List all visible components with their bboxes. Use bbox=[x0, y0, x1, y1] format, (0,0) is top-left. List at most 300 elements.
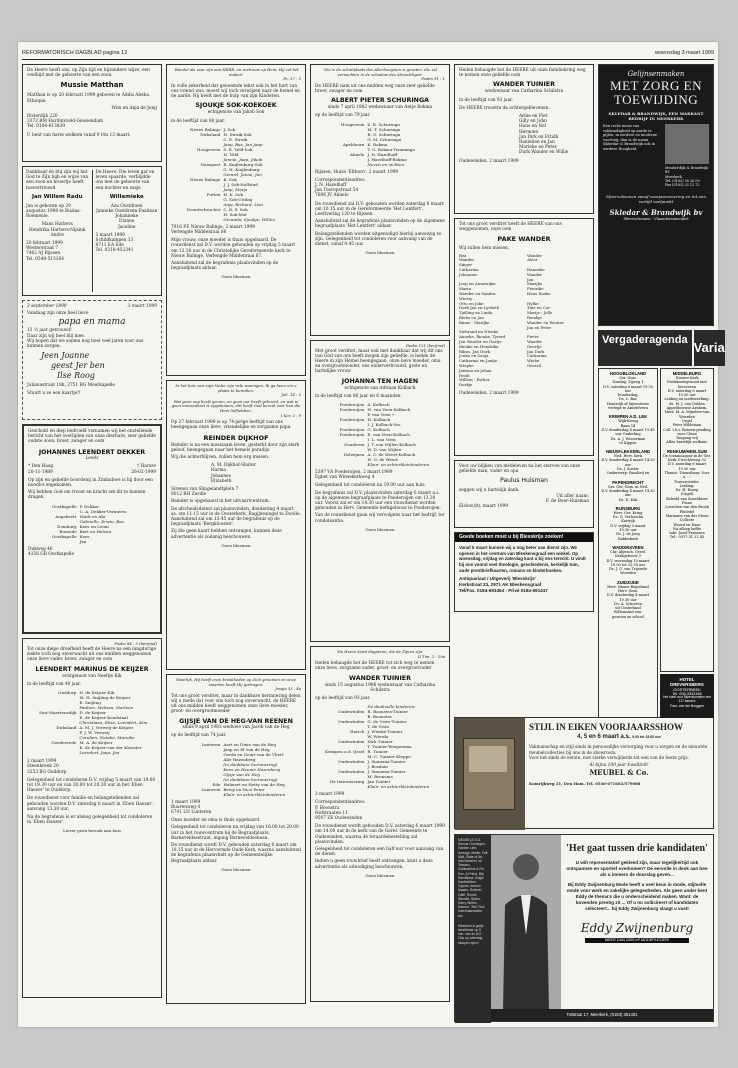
notice-footer: Geen bloemen bbox=[365, 872, 395, 878]
anniversary-dates bbox=[27, 304, 157, 309]
announcement-family: Aza Oostdrsen Janneke Oostdrsen-Paalman Johanneke Dianne Jaceline bbox=[96, 203, 158, 230]
announcement-footer: U bent van harte welkom vanaf 9 t/m 13 maart. bbox=[27, 132, 131, 138]
notice-intro: De HEERE nam uit ons midden weg onze zeer geliefde broer, zwager en oom bbox=[315, 83, 435, 94]
notice-name: WANDER TUINIER bbox=[493, 81, 555, 89]
family-names: Kees Jan bbox=[79, 533, 90, 544]
family-names: Gerard, Janne, Jan bbox=[223, 171, 262, 177]
agenda-entry-body: Wijk-Kreng Baan 14 D.V. donderdag 4 maart 19.45 uur Ouderling Ds. A. J. Wisserman te Kippen bbox=[601, 419, 655, 445]
family-names: G. de Vries-Tuinier T. de Vries bbox=[367, 719, 407, 730]
notice-body: De HEERE troostte de achtergeblevenen. bbox=[459, 105, 550, 111]
family-location: Hoogeveen bbox=[197, 146, 221, 152]
agenda-entry-body: Ned. Herv. kerk D.V. donderdag 4 maart 14.30 uur Ds. J. Koster Onderwerp: Paaslied en bbox=[601, 454, 655, 476]
announcement-intro: De Heere, Die leven gaf en leven spaarde, verblijdde ons met de geboorte van een dochter en zusje bbox=[95, 170, 155, 191]
notice-verse: Psalm 84 : 5 (berijmd) bbox=[114, 641, 157, 646]
death-notice-de-keijzer bbox=[22, 638, 162, 998]
notice-age: op de leeftijd van 93 jaar. bbox=[315, 696, 371, 701]
notice-footer: Geen bloemen bbox=[365, 250, 395, 256]
family-location: Ouddorp bbox=[58, 690, 77, 696]
family-location: Almelo bbox=[350, 151, 365, 157]
notice-body: Belangstellenden worden uitgenodigd hierbij aanwezig te zijn. Gelegenheid tot condoleren voor aanvang van de dienst, vanaf 9.45 uur. bbox=[315, 231, 442, 248]
notice-verse: In het huis van mijn Vader zijn vele woningen. Ik ga heen om u plaats te bereiden. bbox=[175, 383, 297, 393]
notice-body: De rouwdienst wordt D.V. gehouden zaterdag 6 maart om 10.15 uur in de Hervormde Oude Kerk, waarna aansluitend de begrafenis plaatsvindt op de Gemeentelijke Begraafplaats aldaar. bbox=[171, 842, 301, 864]
family-location: Oostkapelle bbox=[52, 533, 77, 539]
column-1 bbox=[22, 64, 162, 1021]
family-names: E. van Veen-Kolbach I. L. van Veen bbox=[367, 432, 410, 443]
family-location: Oudewinden bbox=[338, 739, 365, 745]
grandchildren-list bbox=[459, 254, 589, 388]
family-names: H. Kolbach I. J. Kolbach-Vos bbox=[367, 417, 401, 428]
notice-body: Op zijn en geliefde boordenij in Zimbabwe is hij door een noodlot engekomen. bbox=[28, 477, 153, 488]
meeting-agenda-list bbox=[598, 368, 658, 718]
column-2 bbox=[166, 64, 306, 1021]
agenda-entry-body: Ger. Ger. Gem. in Ned. D.V. donderdag 4 maart 14.30 uur Ds. D. Kok bbox=[601, 484, 655, 502]
family-names: J. T. van Wijlen-Kolbach W. D. van Wijlen bbox=[367, 442, 416, 453]
family-location: Nieuw Balinge bbox=[189, 126, 221, 132]
notice-body: Aansluitend zal de begrafenis plaatsvinden op de algemene begraafplaats 'Het Lentfert' aldaar. bbox=[315, 219, 445, 230]
date-start: 3 september 1899 bbox=[27, 304, 67, 309]
family-location: Dirksland bbox=[200, 131, 221, 137]
varia-entry bbox=[663, 449, 711, 540]
family-location: Augsbeetr bbox=[55, 513, 77, 519]
death-notice-schuringa bbox=[310, 64, 450, 336]
notice-family: A. M. Dijkhof-Sluiter Harma Johannes Elizabeth bbox=[211, 463, 256, 484]
family-names: K. Bokma T. G. Bokma-Temminga bbox=[367, 141, 415, 152]
family-names: Jan Tuinier bbox=[367, 779, 391, 785]
family-location bbox=[315, 784, 364, 789]
family-location: Poederoijen bbox=[339, 427, 365, 433]
notice-dates bbox=[28, 464, 156, 474]
notice-intro: Tot ons groot verdriet, maar in dankbare herinnering delen wij u mede dat voor ons toch nog onverwacht, de HEERE uit ons midden heeft weggenomen onze lieve moeder, groot- en overgrootmoeder bbox=[171, 693, 301, 715]
family-list bbox=[315, 704, 445, 789]
family-names: J. Sok bbox=[223, 126, 236, 132]
ad-contact-line: Kerkstraat 23, 2971 AK Bleskensgraaf bbox=[459, 582, 542, 588]
family-location: Oudewinden bbox=[338, 769, 365, 775]
family-names: J. Wieske-Tuinier W. Wierda bbox=[367, 729, 403, 740]
family-location bbox=[27, 750, 76, 755]
birth-announcement-mussie bbox=[22, 64, 162, 162]
list-right: Wander Aleer Hanneke Wander Jan Marijke Fienrike Hans Raoks Hylke Tine en Cor Marije - Jelle Rienkje Wander en Wouter Jan en Peter Pieter Wander Geertje Jan Durk Catharina Wiebe Gerard bbox=[527, 252, 564, 368]
family-location: Poederoijen bbox=[339, 417, 365, 423]
anniversary-footer: Stuurt u ze een kaartje!! bbox=[27, 391, 81, 397]
family-names: R. Boonstra-Tuinier B. Boonstra bbox=[367, 709, 409, 720]
notice-address: Rijssen, Huize 'Elthoro', 2 maart 1999 bbox=[315, 169, 399, 175]
family-location: Lunteren bbox=[201, 786, 221, 792]
family-names: Aart en Dinie van de Heg Jaap en Ef van de Heg Gerda en Geurt van de Vliert Alie Hazenberg bbox=[223, 741, 284, 762]
birth-announcement-willemieke bbox=[96, 170, 159, 292]
ad-headline: 'Het gaat tussen drie kandidaten' bbox=[566, 843, 708, 854]
ad-logo: Eddy Zwijnenburg bbox=[580, 920, 694, 935]
ad-title: Goede boeken moet u bij Blesskrijs zoeken! bbox=[455, 533, 593, 542]
notice-footer: Geen bloemen bbox=[221, 866, 251, 872]
ad-footer-address: Tolstraat 17, Meerkerk, (0183) 351401 bbox=[491, 1009, 713, 1021]
notice-name: SJOUKJE SOK-KOEKOEK bbox=[195, 102, 277, 110]
family-names: Jannie, Jaap, Jakob bbox=[223, 156, 263, 162]
family-names: Chiristiaan, Elise, Leendert, Kim bbox=[79, 720, 148, 726]
notice-name: WANDER TUINIER bbox=[349, 674, 411, 682]
announcement-intro: Dankbaar en blij zijn wij het God te Zijn bijh en wijze van een zoon en broertje heeft toevertrouwd bbox=[26, 170, 89, 191]
notice-name: LEENDERT MARINUS DE KEIJZER bbox=[35, 666, 149, 674]
family-names: H. van Veen-Kolbach P. van Veen † bbox=[367, 407, 411, 418]
ad-logo-subtitle: Sfeervolwonen - Vlaanderenmeubel bbox=[623, 217, 689, 222]
family-location bbox=[171, 792, 220, 797]
birth-announcements-pair bbox=[22, 166, 162, 296]
family-location bbox=[171, 767, 220, 777]
hotel-location: OOSTERBEEK bbox=[673, 687, 701, 692]
family-names: Gabrielle, Erwin, Bas bbox=[79, 518, 124, 524]
family-names: G. Kolbach bbox=[367, 427, 390, 433]
family-location: Lunteren bbox=[201, 741, 221, 747]
family-names: H. Struik-Sok C. E. Struik bbox=[223, 131, 252, 142]
family-names: Z. R. Schuringa M. T. Schuringa R. G. Schuringa G. M. Schuringa bbox=[367, 121, 402, 142]
notice-name: GIJSJE VAN DE HEG-VAN REENEN bbox=[179, 717, 293, 725]
ad-logo: Skledar & Brandwijk bv bbox=[609, 208, 703, 218]
notice-body: De afscheidsdienst zal plaatsvinden, donderdag 4 maart as. om 11.15 uur in de Oosterkerk, Bagijnesingel te Zwolle. Aansluitend zal om 13.45 uur de begrafenis op de begraafplaats 'Bergklooster'. bbox=[171, 506, 301, 528]
notice-verse: Psalm 121 (berijmd) bbox=[405, 343, 445, 348]
agenda-entry-title: KRIMPEN A.D. LEK bbox=[608, 414, 648, 420]
family-notice-tuinier bbox=[454, 64, 594, 214]
notice-intro: Geschokt en diep bedroefd vernamen wij het onstellende bericht van het overlijden van onze dierbare, zeer geliefde oudste zoon, broer, zwager en oom bbox=[28, 429, 156, 445]
family-names: Klein- en achterkleinkinderen bbox=[367, 784, 430, 790]
notice-intro: Met groot verdriet, maar ook met dankbaar dat wij dit ons van God van ons heeft mogen zijn geliefde, is heden de Heere in zijn Hemel heengegaan, onze lieve moeder, oma en overgrootmoeder, ons ondervertrouwd, grote en hartelijke vrouw bbox=[315, 348, 443, 375]
notice-verse: Waarlijk, Hij heeft onze krankheden op Zich genomen en onze smarten heeft Hij gedragen. bbox=[176, 677, 296, 687]
agenda-entry-body: Chr. Afgesch. Geref. Kerkgebouw 3 D.V. woensdag 10 maart 19.00 tot 22.00 uur Ds. J. G. van Trijseele Woerden bbox=[606, 549, 650, 576]
agenda-entry bbox=[601, 480, 655, 502]
family-location bbox=[171, 217, 220, 222]
notice-footer: Geen bloemen bbox=[365, 526, 395, 532]
thanks-notice-huisman bbox=[454, 460, 594, 528]
family-location: Hoogeveen bbox=[341, 121, 365, 127]
notice-age: in de leeftijd van 93 jaar. bbox=[459, 97, 514, 103]
list-left: Bea Wander Singer Catharina Johannes Joop en Annewijka Marta Wander en Sandra Wietsy Otto en Joke Durk Jan en Lysbeth Tjalling en Linda Rieke en Jan Binne - Marijke Siebrand en Nienke Anneke, Rienke, Tjeerd Jan Wander en Durtje Rienke en Hendrika Rikus, Jan Durk Jouke en Sonja Catharina en Jantje Wiepke Jantina en Johan Heidi Willem - Esther Durkje bbox=[459, 252, 506, 388]
announcement-address: Rivierdijk 220 3372 BM Hardinxveld-Giessendam Tel. 0184-613839 bbox=[27, 114, 103, 130]
family-list bbox=[28, 504, 156, 544]
notice-address: 2 maart 1999 Steenkreek 20 3253 BG Ouddorp bbox=[27, 759, 67, 775]
death-notice-sok-koekoek bbox=[166, 64, 306, 376]
notice-subtitle: echtgenote van Jakob Sok bbox=[207, 110, 265, 116]
agenda-entry-title: PAPENDRECHT bbox=[612, 479, 644, 485]
anniversary-announcement bbox=[22, 300, 162, 420]
ad-body: Bij Eddy Zwijnenburg Mode heeft u veel keus in mode, stijlvolle mode voor werk en zakelijke gelegenheden. Als geen ander kent Eddy de thema's die u onderscheidend maken. Want: de bovenden prestig zit ... Of u nu solliciteert of kandidaten selecteert... bij Eddy Zwijnenburg slaagt u vast! bbox=[566, 881, 708, 912]
announcement-name: Willemieke bbox=[109, 193, 144, 200]
notice-signature: Uit aller naam: F. de Boer-Huisman bbox=[546, 493, 589, 504]
notice-body: De rouwdienst zal D.V. gehouden worden zaterdag 6 maart om 10.15 uur in de Gereformeerde 'Het Lentfert'. Leeftvering 120 te Rijssen. bbox=[315, 201, 444, 218]
family-location: Delwijnen bbox=[343, 452, 365, 458]
family-notice-pake-wander bbox=[454, 218, 594, 456]
page-header bbox=[22, 48, 714, 60]
family-names: Betsy en Nico Peter bbox=[223, 786, 265, 792]
notice-address: Oudewinden, 2 maart 1999 bbox=[459, 158, 519, 164]
notice-body: Van de rouwdienst gaan wij vervolgens naar het bedrijf, ter condoleantie. bbox=[315, 513, 445, 524]
notice-verse-ref: Joh. 14 : 2 bbox=[281, 392, 301, 398]
family-location bbox=[315, 162, 364, 167]
family-list bbox=[171, 127, 301, 222]
notice-subtitle: weduwnaar van Catharina Schilstra bbox=[484, 89, 564, 95]
varia-column bbox=[660, 368, 714, 718]
death-date: † Harare 26-02-1999 bbox=[131, 464, 156, 475]
anniversary-body: 12 ½ jaar getrouwd! Daar zijn wij heel blij mee. Wij hopen dat we samen nog heel veel jaren voor ons kunnen zorgen. bbox=[27, 328, 144, 350]
family-names: Paulien, Melissa, Marleen bbox=[79, 705, 134, 711]
agenda-entry bbox=[601, 545, 655, 576]
death-notice-dekker bbox=[22, 424, 162, 634]
notice-body: zeggen wij u hartelijk dank. bbox=[459, 488, 520, 494]
date-end: 3 maart 1999 bbox=[127, 304, 157, 309]
family-location bbox=[315, 462, 364, 467]
notice-address: Oudewinden, 2 maart 1999 bbox=[459, 390, 519, 396]
notice-address: 7916 PE Nieuw Balinge, 2 maart 1999 Verlengde Middenraai 66 bbox=[171, 224, 255, 235]
hotel-tagline: Het hotel voor Bijeenkomsten met 127 kamers bbox=[663, 695, 711, 703]
notice-name: PAKE WANDER bbox=[497, 235, 551, 244]
notice-address: Elsloo(dt), maart 1999 bbox=[459, 504, 509, 510]
sidebar-note: Meerkerk is gelijk bereikbaar op 5 min. van de A27. Ook op zaterdag inkopen open! bbox=[458, 923, 484, 945]
notice-verse-ref: Ps. 37 : 5 bbox=[283, 76, 301, 82]
family-location: Domburg bbox=[57, 523, 77, 529]
announcement-name: Jan Willem Radu bbox=[32, 193, 83, 200]
notice-subtitle: sinds 9 april 1983 weduwe van Jacob van de Heg bbox=[182, 725, 290, 731]
family-names: Carolien, Natalie, Marieke bbox=[79, 735, 135, 741]
notice-verse-ref: II Tim. 2 : 19a bbox=[417, 653, 445, 659]
notice-subtitle: sinds 15 augustus 1986 weduwnaar van Catharina Schilstra bbox=[324, 682, 436, 693]
family-location: De Interuwering bbox=[330, 779, 365, 785]
hotel-name: HOTEL DREVERSBERG bbox=[670, 677, 704, 687]
ad-script-title: Gelijnsenmaken bbox=[627, 70, 685, 78]
family-names: Neven en nichten bbox=[367, 161, 405, 167]
notice-body: Gelegenheid tot condoleren na 19.00 uur aan huis. bbox=[315, 483, 426, 489]
family-names: A. C. de Weert-Kolbach H. G. de Weert bbox=[367, 452, 416, 463]
family-location: Poederoijen bbox=[339, 432, 365, 438]
ad-slogan: Al bijna 100 jaar kwaliteit! bbox=[589, 762, 649, 768]
anniversary-script-heading: papa en mama bbox=[58, 317, 126, 328]
notice-body: Onze moeder en oma is thuis opgebaard. bbox=[171, 818, 261, 824]
agenda-entry-title: RIJNSBURG bbox=[615, 505, 641, 511]
hotel-phone: Tel. 026-3333188 bbox=[672, 692, 702, 696]
notice-verse-ref: I Kor. 2 : 9 bbox=[280, 412, 301, 418]
notice-name: Paulus Huisman bbox=[500, 477, 548, 485]
notice-verse: 'Die is de schuilplaats des Allerhoogsten is gezeten, die zal vernachten in de schaduw des Almachtigen' bbox=[323, 67, 437, 77]
notice-body: Na de begrafenis is er alsnog gelegenheid tot condoleren in 'Eben Haezer'. bbox=[27, 814, 153, 826]
family-list bbox=[171, 742, 301, 797]
death-notice-ten-hagen bbox=[310, 340, 450, 642]
family-location: Gouderen bbox=[343, 442, 365, 448]
varia-entry-title: MIDDELBURG bbox=[672, 371, 702, 376]
hotel-ad bbox=[660, 674, 714, 718]
notice-intro: Tot onze diepe droefheid heeft de Heere na een langdurige ziekte toch nog onverwacht uit ons midden weggenomen onze lieve vader, broer, zwager en oom bbox=[27, 646, 156, 662]
notice-subtitle: echtgenote van Adriaan Kolbach bbox=[344, 385, 416, 391]
agenda-entry-title: ZUIDZIJDE bbox=[617, 579, 639, 585]
notice-verse: 'Wandel als voor zijn aan HERE, en vertrouw op Hem; Hij zal het maken' bbox=[173, 67, 299, 77]
family-location: Harich bbox=[350, 729, 365, 735]
ad-body: Een recht mens van vakkundigheid op aarde te pijlen, in eerdere en moderne voertuig, dan is de naam Sklerdar & Brandwijk ook in eerdere Hoogheid. bbox=[603, 124, 658, 151]
bookshop-ad bbox=[454, 532, 594, 612]
model-photo bbox=[491, 835, 561, 1011]
ad-contact-line: Tel/Fax. 0184-693464 - Privé 0184-691447 bbox=[459, 588, 548, 594]
notice-body: Reinder is na een moeizaam leven, gesterkt door zijn sterk geloof, heengegaan naar het hemels paradijs. bbox=[171, 442, 300, 453]
ad-address: Komrijkweg 21, Den Ham. Tel. 0546-671602/579088 bbox=[529, 780, 641, 786]
family-names: R. Tuinier M. C. Tuinier-Kleppe bbox=[367, 749, 411, 760]
agenda-entry-body: Herv. Ger. Kring Ds. G. Verhoeckx Katwijk D.V. vrijdag 5 maart 19.30 uur Ds. J. de Jong Ridderkerk bbox=[610, 510, 646, 541]
family-location: Noordscheschut bbox=[186, 206, 221, 212]
notice-body: Gelegenheid tot condoleren D.V. vrijdag 5 maart van 19.00 tot 19.30 uur en van 20.00 tot 20.30 uur in het 'Eben Haezer' te Ouddorp. bbox=[27, 777, 156, 794]
family-names: Anja, Richard, Lisa bbox=[223, 201, 263, 207]
agenda-entry-body: Ger. Gem. Zondag; Zijweg 1 D.V. zaterdag 6 maart 19.30 uur Donderdag; Ds. L. Bac Houtwijk of bijwesterse verlegd te Amstelveen bbox=[603, 376, 653, 411]
notice-verse-ref: Psalm 91 : 1 bbox=[421, 76, 445, 82]
family-names: K. Sok J. J. Sok-Hollstad bbox=[223, 176, 258, 187]
agenda-entry-title: HOOGBLOKLAND bbox=[609, 371, 647, 376]
family-names: N. de Keijzer-Kik M. H. Snijling-de Keijzer E. Snijling bbox=[79, 690, 131, 706]
agenda-columns bbox=[598, 368, 714, 718]
notice-intro: In volle zekerheid dat genoemde tekst ook in het hart van ons vriend was, moest wij toch verwijzen naar de hemel en de aarde. Hij heeft met de hulp van zijn Kinderen. bbox=[171, 83, 300, 100]
family-names: J. Sinnema-Tuinier M. Brunsma bbox=[367, 769, 406, 780]
anniversary-address: Julianastraat 18h, 2751 BG Moerkapelle bbox=[27, 383, 115, 389]
brand-list-sidebar bbox=[455, 835, 491, 1023]
family-location: Poederoijen bbox=[339, 407, 365, 413]
notice-intro: Tot ons groot verdriet heeft de HEERE van ons weggenomen, onze oom bbox=[459, 222, 562, 233]
ad-body: Voor het sinds de eerste, met sterke verwijderde tot een van de beste prijs. bbox=[529, 755, 689, 761]
family-names: Mark en Ahi bbox=[79, 513, 106, 519]
notice-body: Gelegenheid tot condoleren een half uur voor aanvang van de dienst. bbox=[315, 847, 444, 858]
varia-entry-title: RENKUM/HEELSUM bbox=[666, 448, 707, 454]
funeral-ad-body bbox=[599, 121, 713, 190]
family-location: Poederoijen bbox=[339, 402, 365, 408]
notice-age: in de leeftijd van 80 jaar. bbox=[171, 118, 226, 124]
ad-brand: MEUBEL & Co. bbox=[589, 767, 649, 777]
notice-body: Gelegenheid tot condoleren na vrijdag van 16.00 tot 20.00 uur in het rouwcentrum bij de Begraafplaats, Barneveldsestraat, ingang Barneveldsebaan. bbox=[171, 825, 299, 841]
notice-correspondence: Correspondentieadres: J. N. Hazelhoff Jan Tooropstraat 54 7606 JV Almelo bbox=[315, 177, 366, 199]
notice-address: Sirenen van Slingelandtplein 7 8012 BH Zwolle bbox=[171, 486, 239, 498]
notice-intro: Heden behaagde het de HEERE tot zich weg te nemen onze lieve, zorgzame vader, groot- en overgrootvader bbox=[315, 661, 435, 672]
notice-subtitle: sinds 7 april 1982 weduwnaar van Antje Bokma bbox=[327, 105, 433, 111]
vergader-agenda-heading: Vergaderagenda bbox=[598, 330, 692, 366]
man-in-suit-image bbox=[491, 835, 561, 1011]
ad-contact bbox=[455, 576, 593, 594]
handwritten-signature: Jeen Joanne bbox=[41, 351, 90, 361]
ad-hours: 9.00 tot 18.00 uur bbox=[632, 735, 661, 739]
notice-intro: Voor uw blijken van medeleven na het sterven van onze geliefde man, vader en opa bbox=[459, 464, 581, 475]
notice-age: in de leeftijd van 48 jaar. bbox=[27, 681, 82, 687]
varia-heading: Varia bbox=[694, 330, 725, 366]
family-names: D. de Keijzer E. de Keijzer-Koudstaal bbox=[79, 710, 128, 721]
agenda-entry bbox=[601, 506, 655, 541]
notice-address: Dukweg 46 4356 GB Oostkapelle bbox=[28, 546, 75, 557]
funeral-care-ad bbox=[598, 64, 714, 326]
family-location: Oudewinden bbox=[338, 709, 365, 715]
ad-slogan: Sfeervolwonen vanaf voorjaarsvoering en tot een vertijd veelpunkt bbox=[606, 194, 706, 205]
announcement-name: Mussie Matthan bbox=[60, 81, 124, 90]
varia-list bbox=[660, 368, 714, 672]
family-names: M. A. de Keijzer K. de Keijzer-van der Klooster bbox=[79, 740, 142, 751]
agenda-entry bbox=[601, 414, 655, 445]
handwritten-signature: geest Jer ben bbox=[51, 361, 105, 371]
family-location: Oudewinden bbox=[338, 759, 365, 765]
family-location: Apeldoorn bbox=[342, 141, 365, 147]
column-3 bbox=[310, 64, 450, 1021]
family-names: J. N. Hazelhoff J. Hazelhoff-Bokma bbox=[367, 151, 407, 162]
notice-age: op de leeftijd van 74 jaar. bbox=[171, 733, 227, 739]
ad-contact: Meubel-dijk & Brandwijk BV Meerkerk Tel. (0183) 35 26 00 Fax (0183) 35 12 72 bbox=[665, 166, 709, 188]
announcement-body: Jan is geboren op 29 augustus 1998 te Buzias-Roemenie. bbox=[26, 203, 81, 220]
ad-subtitle: SKLEDAR & BRANDWIJK, EEN MARKANT BEDRIJF IN MEERKERK bbox=[608, 111, 704, 121]
death-notice-van-de-heg bbox=[166, 674, 306, 1004]
varia-entry bbox=[663, 371, 711, 445]
notice-intro: Op 27 februari 1999 is op 74-jarige leeftijd van ons heengegaan onze lieve, vriendelijke en zorgzame papa bbox=[171, 420, 291, 431]
header-left: REFORMATORISCH DAGBLAD pagina 12 bbox=[22, 50, 128, 56]
notice-address: 5397 VA Poederoijen, 2 maart 1999 Egbet van Winsekerkweg 4 bbox=[315, 470, 393, 481]
notice-body: Reinder is opgebaard in het uitvaartcentrum. bbox=[171, 499, 271, 505]
announcement-intro: De Heere heeft ons, op Zijn tijd en bijzondere wijze, een veelbijd met de geboorte van een zoon. bbox=[27, 68, 150, 79]
announcement-address: 3 maart 1999 Schildkampen 13 8711 EA Ede Tel. 0318-452341 bbox=[95, 232, 134, 254]
ad-tagline: MEER DAN 1000 m² MODEPLEZIER! bbox=[585, 938, 689, 944]
notice-intro: Heden behaagde het de HEERE uit onze familiekring weg te nemen onze geliefde oom bbox=[459, 68, 586, 79]
cabinet-window bbox=[469, 746, 507, 772]
notice-footer: Geen bloemen bbox=[221, 274, 251, 280]
notice-verse: 'De Heere komt dapperen, die de Zijnen zijn' bbox=[336, 649, 424, 654]
ad-body: Vakmanschap en stijl sinds in persoonlijke verzorging voor u zorgen en de nieuwste meubelcollecties bij ons in de showroom. bbox=[529, 744, 708, 755]
family-names: Helmert en Hetty van de Heg bbox=[223, 781, 285, 787]
family-list bbox=[27, 690, 157, 755]
family-names: Dirk Tuinier T. Tuinier-Wiegersma bbox=[367, 739, 412, 750]
birth-announcement-jan bbox=[26, 170, 93, 292]
family-names: (in dankbare herinnering) bbox=[223, 761, 278, 767]
notice-footer: Geen bloemen bbox=[221, 542, 251, 548]
ad-body: U wilt representatief gekleed zijn, maar tegelijkertijd ook ontspannen en sportief overkomen? Dé eervolle in denk aan ben als u immers de doorslag geven... bbox=[566, 860, 708, 878]
announcement-address: 20 februari 1999 Westerstraat 7 7462 AJ Rijssen Tel. 0548-513164 bbox=[26, 241, 64, 262]
family-location: Krimpen a.d. IJssel bbox=[325, 749, 365, 755]
newspaper-page bbox=[18, 42, 725, 1027]
family-names: P. Dekker C. A. Dekker-Vermeets bbox=[79, 503, 127, 514]
family-names: S. R. Veld-Sok H. Veld bbox=[223, 146, 253, 157]
agenda-entry bbox=[601, 371, 655, 410]
family-list bbox=[315, 402, 445, 467]
family-location: Nunspeet bbox=[200, 161, 221, 167]
family-names: De dankvolle kinderen: bbox=[367, 704, 416, 710]
family-location: Oudewinden bbox=[338, 719, 365, 725]
notice-correspondence: Correspondentieadres: P. Boonstra Hofstraaten 11 9507 ZE Oudewinden bbox=[315, 800, 366, 822]
family-names: H. K. Sok G. Sok-Uitdag bbox=[223, 191, 253, 202]
column-5 bbox=[598, 64, 725, 1021]
building-image bbox=[665, 124, 709, 164]
family-names: Geranda, Sjoukje, Willen bbox=[223, 216, 275, 222]
death-notice-tuinier bbox=[310, 646, 450, 1002]
notice-name: REINDER DIJKHOF bbox=[203, 433, 269, 442]
varia-entry-body: Nieuwe Kerk Predikantsgezond met heroveren D.V. zaterdag 6 maart 19.30 uur Leiding en medewerking: ds. M. J. van Gulden Appeldoornse Arnhem, Mevr. M. A. Mijnders-van Weerden Orgel Peter Wildeman Coll. t.b.v. Bonsen-pending voor China Toegang vrij Allen hartelijk welkom! bbox=[663, 376, 711, 445]
agenda-entry-title: WADDINXVEEN bbox=[612, 544, 644, 550]
family-location: Oostkapelle bbox=[52, 503, 77, 509]
death-notice-dijkhof bbox=[166, 380, 306, 670]
notice-body: Zij die geen kaart hebben ontvangen, kunnen deze advertentie als zodanig beschouwen. bbox=[171, 529, 282, 540]
family-list bbox=[315, 122, 445, 167]
ad-contact-line: Antiquariaat / Uitgeverij 'Blesskrijs' bbox=[459, 576, 536, 582]
agenda-entry-body: Herv. Nieuw-Beijerland Herv. Gem. D.V. donderdag 4 maart 19.30 uur Ds. A. Schroten uit Oosterland Willemstad van- gewoon en school bbox=[606, 584, 650, 619]
notice-address: 3 maart 1999 bbox=[315, 792, 345, 798]
ad-dates: 4, 5 en 6 maart a.s. bbox=[577, 734, 631, 740]
family-location: Nieuw Balinge bbox=[189, 176, 221, 182]
notice-body: Wij hebben God om troost en kracht om dit te kunnen dragen. bbox=[28, 490, 146, 501]
notice-name: JOHANNES LEENDERT DEKKER bbox=[38, 448, 146, 456]
family-names: J. Sinnema-Tuinier J. Bosdam bbox=[367, 759, 406, 770]
notice-body: Wij die achterblijven, zullen hem erg missen. bbox=[171, 454, 270, 460]
family-names: Jaap, Bas, Jan Jaap bbox=[223, 141, 263, 147]
hotel-owner: Fam. van der Bruggen bbox=[670, 703, 704, 708]
funeral-photo bbox=[665, 124, 709, 187]
family-names: Leendert, Jaap, Jan bbox=[79, 750, 120, 756]
ad-title: MET ZORG EN TOEWIJDING bbox=[610, 78, 702, 107]
notice-name: JOHANNA TEN HAGEN bbox=[341, 377, 419, 385]
agenda-entry bbox=[601, 449, 655, 475]
announcement-signature: Wim en Anja de Jong bbox=[111, 105, 157, 111]
agenda-entry bbox=[601, 580, 655, 619]
notice-family: Arnie en Piet Gilly en John Hans en Nel Hermien Jan Dirk en Ettidh Ranielien en Jan Marieke en Peter Durk Wander en Willie bbox=[519, 114, 569, 156]
family-names: Klein- en achterkleinkinderen bbox=[367, 462, 430, 468]
notice-body: Aansluitend zal de begrafenis plaatsvinden op de begraafplaats aldaar. bbox=[171, 261, 279, 272]
